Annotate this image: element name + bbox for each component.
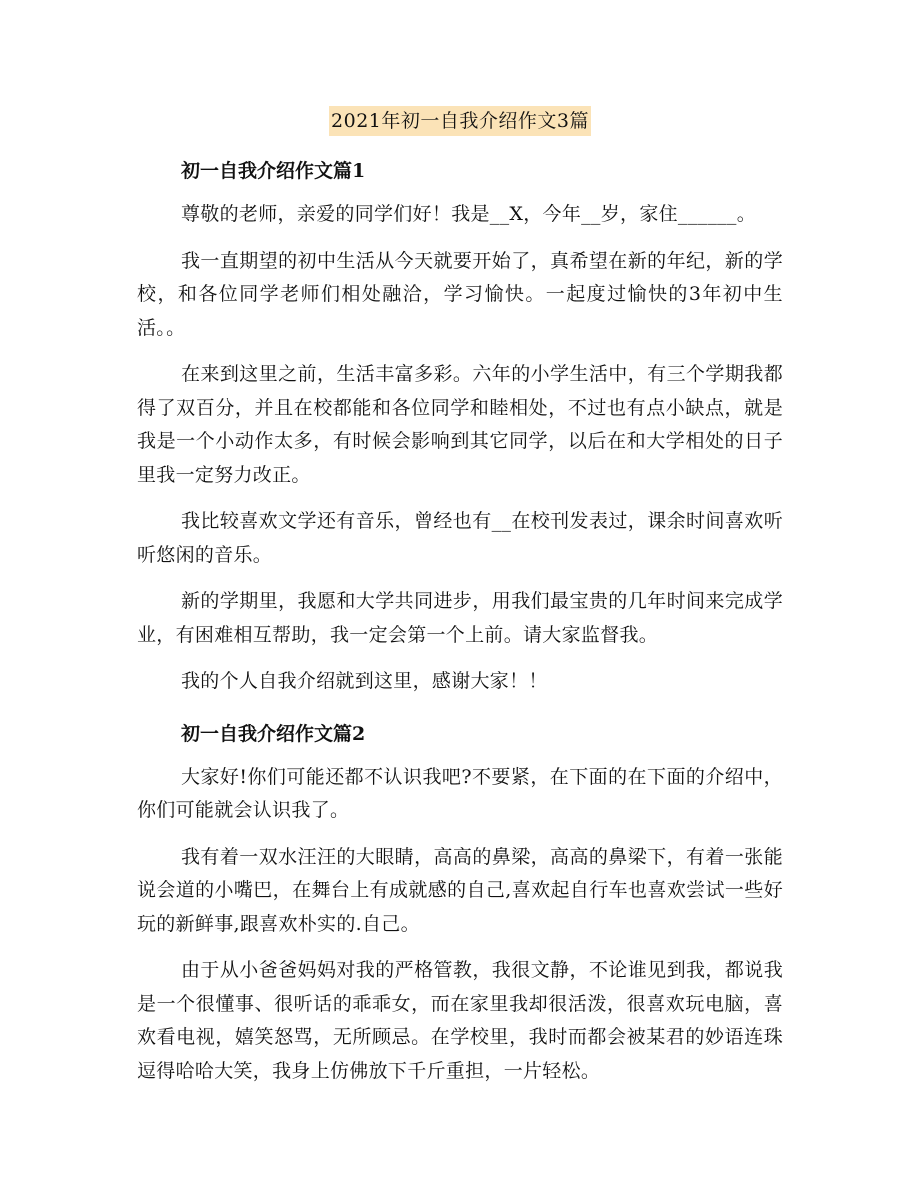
paragraph: 我一直期望的初中生活从今天就要开始了，真希望在新的年纪，新的学校，和各位同学老师们相处融洽，学习愉快。一起度过愉快的3年初中生活。。 bbox=[137, 249, 783, 339]
paragraph: 尊敬的老师，亲爱的同学们好！我是__X，今年__岁，家住______。 bbox=[181, 203, 757, 225]
paragraph: 我比较喜欢文学还有音乐，曾经也有__在校刊发表过，课余时间喜欢听听悠闲的音乐。 bbox=[137, 510, 783, 566]
section-heading: 初一自我介绍作文篇1 bbox=[181, 160, 366, 182]
paragraph: 我有着一双水汪汪的大眼睛，高高的鼻梁，高高的鼻梁下，有着一张能说会道的小嘴巴，在舞台上有成就感的自己,喜欢起自行车也喜欢尝试一些好玩的新鲜事,跟喜欢朴实的.自己。 bbox=[137, 845, 783, 935]
paragraph: 新的学期里，我愿和大学共同进步，用我们最宝贵的几年时间来完成学业，有困难相互帮助，我一定会第一个上前。请大家监督我。 bbox=[137, 590, 783, 646]
section-1 bbox=[137, 154, 783, 699]
document-title: 2021年初一自我介绍作文3篇 bbox=[329, 106, 591, 136]
paragraph: 在来到这里之前，生活丰富多彩。六年的小学生活中，有三个学期我都得了双百分，并且在校都能和各位同学和睦相处，不过也有点小缺点，就是我是一个小动作太多，有时候会影响到其它同学，以后在和大学相处的日子里我一定努力改正。 bbox=[137, 363, 783, 486]
paragraph: 我的个人自我介绍就到这里，感谢大家！！ bbox=[181, 670, 548, 692]
document-body bbox=[137, 148, 783, 1101]
section-heading: 初一自我介绍作文篇2 bbox=[181, 722, 366, 745]
paragraph: 由于从小爸爸妈妈对我的严格管教，我很文静，不论谁见到我，都说我是一个很懂事、很听话的乖乖女，而在家里我却很活泼，很喜欢玩电脑，喜欢看电视，嬉笑怒骂，无所顾忌。在学校里，我时而都会被某君的妙语连珠逗得哈哈大笑，我身上仿佛放下千斤重担，一片轻松。 bbox=[137, 959, 783, 1082]
section-2 bbox=[137, 717, 783, 1089]
paragraph: 大家好!你们可能还都不认识我吧?不要紧，在下面的在下面的介绍中，你们可能就会认识我了。 bbox=[137, 765, 783, 821]
title-container bbox=[0, 106, 920, 136]
